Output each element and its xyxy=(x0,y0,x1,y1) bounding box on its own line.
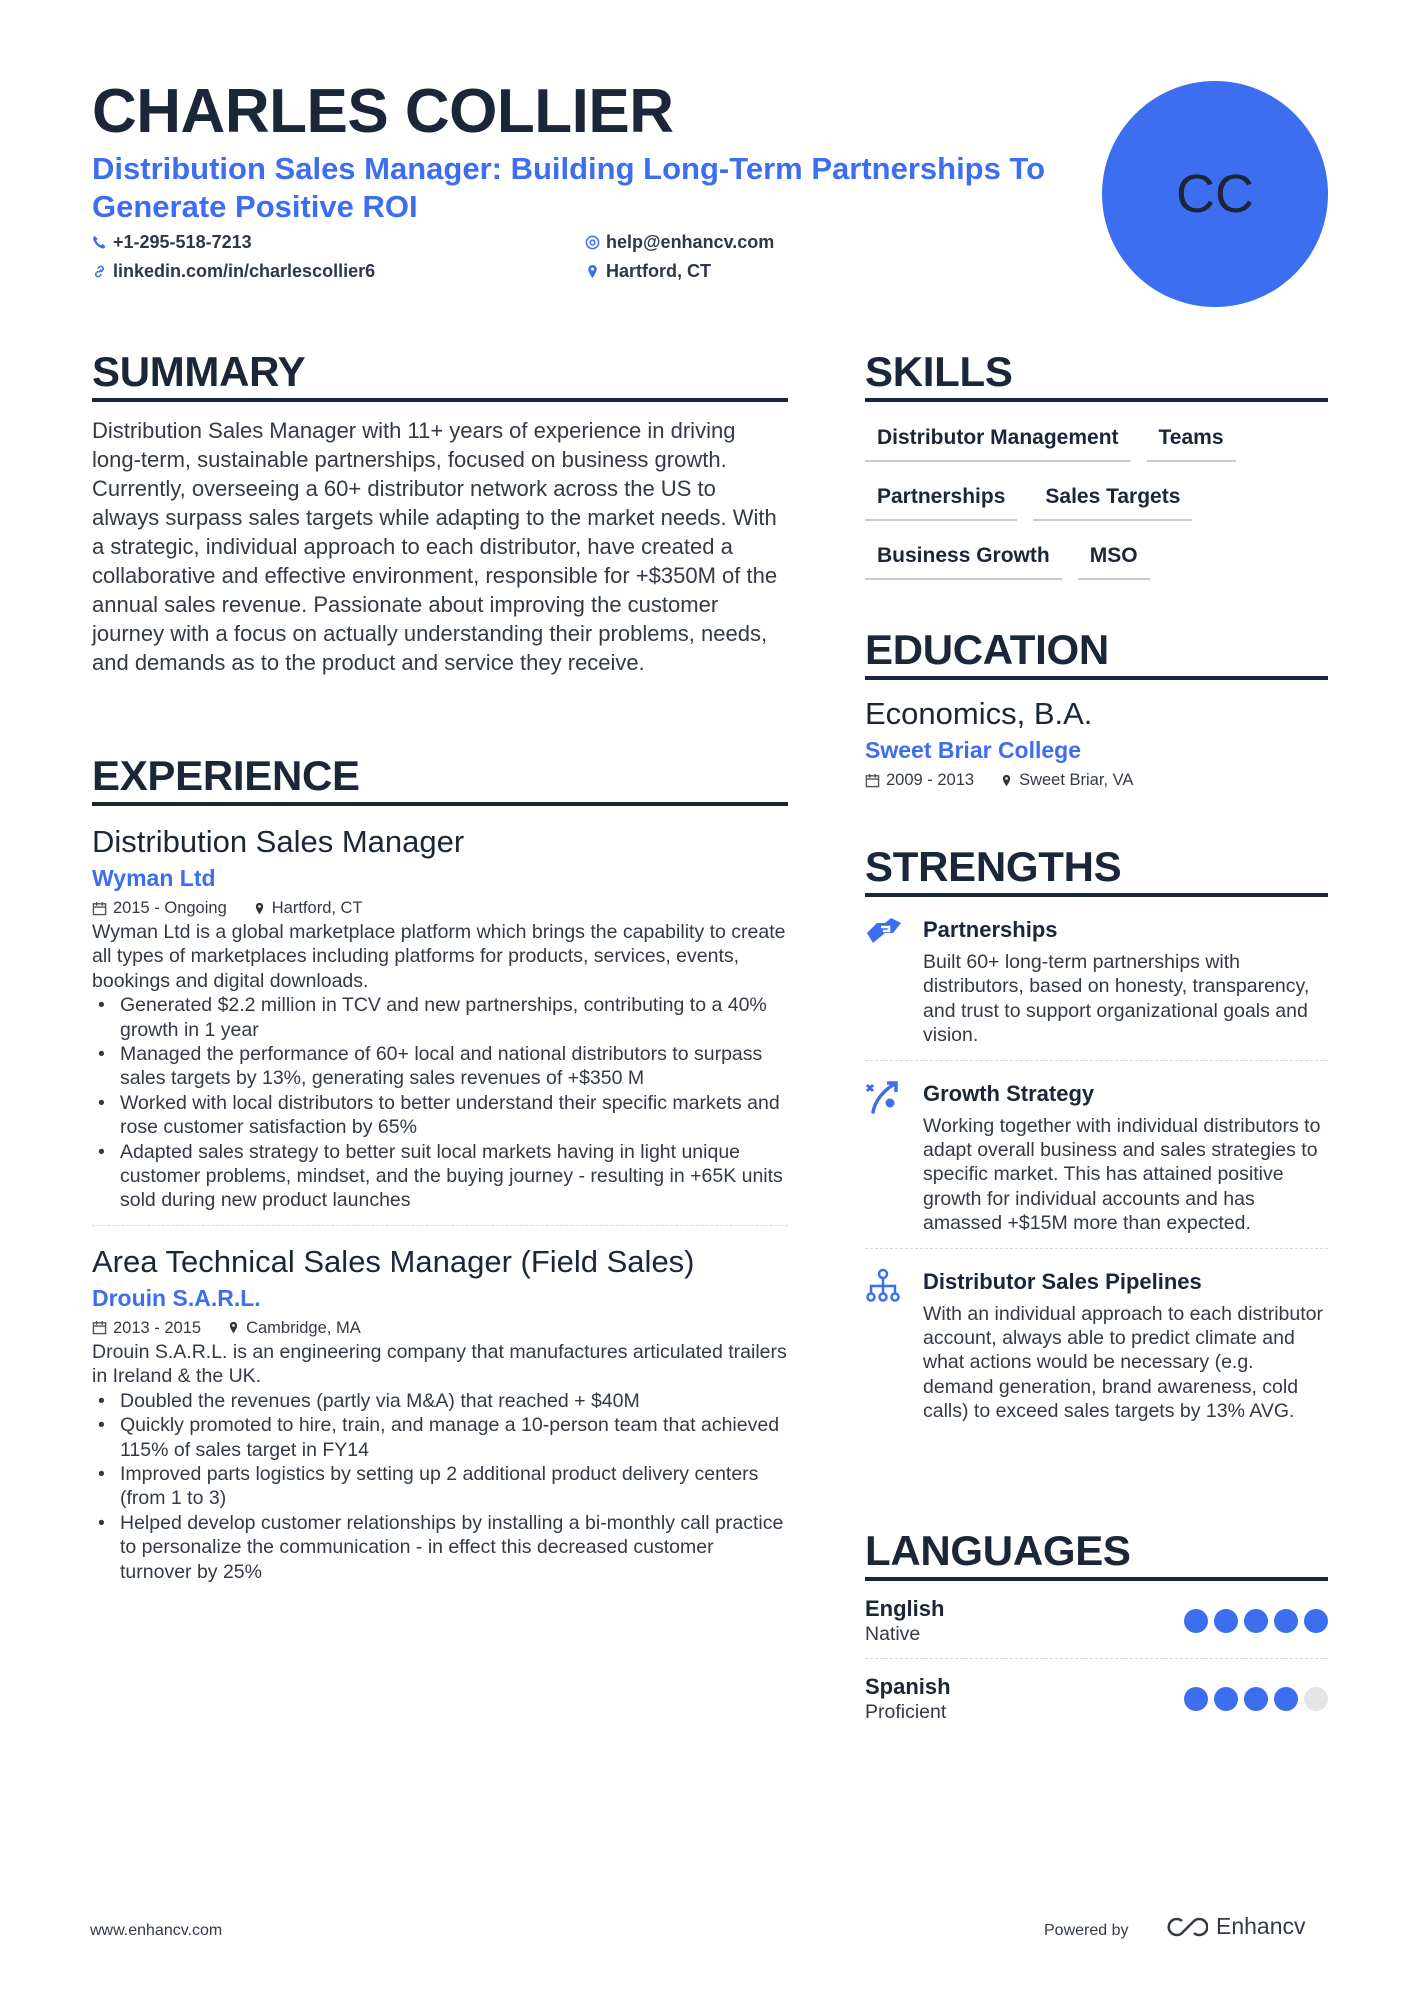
achievement-bullet: • Managed the performance of 60+ local and national distributors to surpass sales targets by 13%, generating sales revenues of +$350 M xyxy=(92,1042,788,1091)
language-name: Spanish xyxy=(865,1674,951,1699)
dates xyxy=(865,768,974,792)
pin-icon xyxy=(1000,773,1013,788)
skill-tag: MSO xyxy=(1078,530,1150,580)
rating-dot xyxy=(1274,1687,1298,1711)
skill-tag: Teams xyxy=(1147,412,1236,462)
section-title: EDUCATION xyxy=(865,626,1328,680)
location-text: Hartford, CT xyxy=(606,261,711,281)
section-title: STRENGTHS xyxy=(865,843,1328,897)
summary-section xyxy=(92,348,788,677)
dates xyxy=(92,1316,201,1340)
footer-url[interactable]: www.enhancv.com xyxy=(90,1922,223,1939)
achievement-bullet: • Quickly promoted to hire, train, and manage a 10-person team that achieved 115% of sales target in FY14 xyxy=(92,1413,788,1462)
phone xyxy=(92,232,252,253)
education-section xyxy=(865,626,1328,792)
language-level: Proficient xyxy=(865,1701,947,1723)
powered-by: Powered by xyxy=(1044,1922,1129,1939)
handshake-icon xyxy=(865,915,907,1048)
achievement-bullet: • Worked with local distributors to better understand their specific markets and rose customer satisfaction by 65% xyxy=(92,1091,788,1140)
calendar-icon xyxy=(92,901,107,916)
rating-dot xyxy=(1214,1609,1238,1633)
headline: Distribution Sales Manager: Building Long-Term Partnerships To Generate Positive ROI xyxy=(92,151,1046,224)
pin-icon xyxy=(227,1320,240,1335)
dates-text: 2013 - 2015 xyxy=(113,1318,202,1337)
strength-text: Working together with individual distributors to adapt overall business and sales strategies to specific market. This has attained positive growth for individual accounts and has amassed +$15M more than expected. xyxy=(923,1114,1321,1235)
skill-tag: Sales Targets xyxy=(1033,471,1192,521)
pin-icon xyxy=(585,264,600,279)
rating-dot xyxy=(1184,1609,1208,1633)
location-text: Sweet Briar, VA xyxy=(1019,771,1134,789)
avatar: CC xyxy=(1102,81,1328,307)
phone-text: +1-295-518-7213 xyxy=(113,232,252,252)
strength-title: Partnerships xyxy=(923,917,1058,942)
job-title: Distribution Sales Manager xyxy=(92,824,465,859)
job-entry xyxy=(92,822,788,1213)
strength-item xyxy=(865,1249,1328,1436)
calendar-icon xyxy=(92,1320,107,1335)
strength-item xyxy=(865,1061,1328,1248)
company-description: Drouin S.A.R.L. is an engineering company that manufactures articulated trailers in Ireland & the UK. xyxy=(92,1340,787,1388)
language-name: English xyxy=(865,1596,945,1621)
skill-tag: Partnerships xyxy=(865,471,1017,521)
location-text: Hartford, CT xyxy=(271,899,363,917)
language-level: Native xyxy=(865,1623,921,1645)
dates xyxy=(92,896,227,920)
achievement-bullet: • Doubled the revenues (partly via M&A) that reached + $40M xyxy=(92,1389,788,1413)
rating-dot xyxy=(1244,1687,1268,1711)
location xyxy=(227,1316,361,1340)
linkedin[interactable] xyxy=(92,261,375,282)
skills-section xyxy=(865,348,1328,589)
rating-dot xyxy=(1244,1609,1268,1633)
brand-logo xyxy=(1162,1913,1306,1940)
phone-icon xyxy=(92,235,107,250)
location-text: Cambridge, MA xyxy=(246,1318,361,1337)
proficiency-rating xyxy=(1184,1609,1328,1633)
rating-dot xyxy=(1214,1687,1238,1711)
strength-title: Growth Strategy xyxy=(923,1080,1095,1106)
location xyxy=(1000,768,1133,792)
divider xyxy=(92,1225,788,1226)
rating-dot xyxy=(1274,1609,1298,1633)
job-title: Area Technical Sales Manager (Field Sales) xyxy=(92,1243,695,1279)
rating-dot xyxy=(1184,1687,1208,1711)
at-icon xyxy=(585,235,600,250)
linkedin-text: linkedin.com/in/charlescollier6 xyxy=(113,261,376,281)
company: Wyman Ltd xyxy=(92,865,216,891)
rating-dot xyxy=(1304,1687,1328,1711)
calendar-icon xyxy=(865,773,880,788)
dates-text: 2009 - 2013 xyxy=(886,771,975,789)
email[interactable] xyxy=(585,232,774,253)
achievement-bullet: • Generated $2.2 million in TCV and new partnerships, contributing to a 40% growth in 1 year xyxy=(92,993,788,1042)
achievement-bullet: • Improved parts logistics by setting up 2 additional product delivery centers (from 1 to 3) xyxy=(92,1462,788,1511)
link-icon xyxy=(92,264,107,279)
candidate-name: CHARLES COLLIER xyxy=(92,77,674,146)
section-title: LANGUAGES xyxy=(865,1527,1328,1581)
company: Drouin S.A.R.L. xyxy=(92,1284,261,1311)
strengths-section xyxy=(865,843,1328,1436)
hierarchy-icon xyxy=(865,1267,907,1424)
enhancv-logo-icon xyxy=(1162,1915,1208,1939)
rating-dot xyxy=(1304,1609,1328,1633)
language-item xyxy=(865,1581,1328,1658)
strategy-icon xyxy=(865,1079,907,1236)
strength-title: Distributor Sales Pipelines xyxy=(923,1268,1202,1294)
achievement-bullet: • Helped develop customer relationships by installing a bi-monthly call practice to personalize the communication - in effect this decreased customer turnover by 25% xyxy=(92,1511,788,1584)
section-title: SUMMARY xyxy=(92,348,788,402)
proficiency-rating xyxy=(1184,1687,1328,1711)
language-item xyxy=(865,1659,1328,1736)
location xyxy=(253,896,363,920)
job-entry xyxy=(92,1242,788,1584)
dates-text: 2015 - Ongoing xyxy=(113,899,227,917)
experience-section xyxy=(92,752,788,1584)
pin-icon xyxy=(253,901,266,916)
section-title: EXPERIENCE xyxy=(92,752,788,806)
achievement-bullet: • Adapted sales strategy to better suit local markets having in light unique customer problems, mindset, and the buying journey - resulting in +65K units sold during new product launches xyxy=(92,1140,788,1213)
summary-text: Distribution Sales Manager with 11+ years of experience in driving long-term, sustainable partnerships, focused on business growth. Currently, overseeing a 60+ distributor network across the US to always surpass sales targets while adapting to the market needs. With a strategic, individual approach to each distributor, have created a collaborative and effective environment, responsible for +$350M of the annual sales revenue. Passionate about improving the customer journey with a focus on actually understanding their problems, needs, and demands as to the product and service they receive. xyxy=(92,418,778,675)
school: Sweet Briar College xyxy=(865,737,1082,763)
email-text: help@enhancv.com xyxy=(606,232,775,252)
location xyxy=(585,261,711,282)
strength-text: Built 60+ long-term partnerships with distributors, based on honesty, transparency, and trust to support organizational goals and vision. xyxy=(923,951,1310,1047)
strength-text: With an individual approach to each distributor account, always able to predict climate and what actions would be necessary (e.g. demand generation, brand awareness, cold calls) to exceed sales targets by 13% AVG. xyxy=(923,1302,1323,1423)
company-description: Wyman Ltd is a global marketplace platform which brings the capability to create all types of marketplaces including platforms for products, services, events, bookings and digital downloads. xyxy=(92,921,786,992)
brand-name: Enhancv xyxy=(1216,1913,1306,1939)
section-title: SKILLS xyxy=(865,348,1328,402)
skill-tag: Distributor Management xyxy=(865,412,1131,462)
strength-item xyxy=(865,897,1328,1060)
degree: Economics, B.A. xyxy=(865,696,1093,731)
languages-section xyxy=(865,1527,1328,1736)
skill-tag: Business Growth xyxy=(865,530,1062,580)
